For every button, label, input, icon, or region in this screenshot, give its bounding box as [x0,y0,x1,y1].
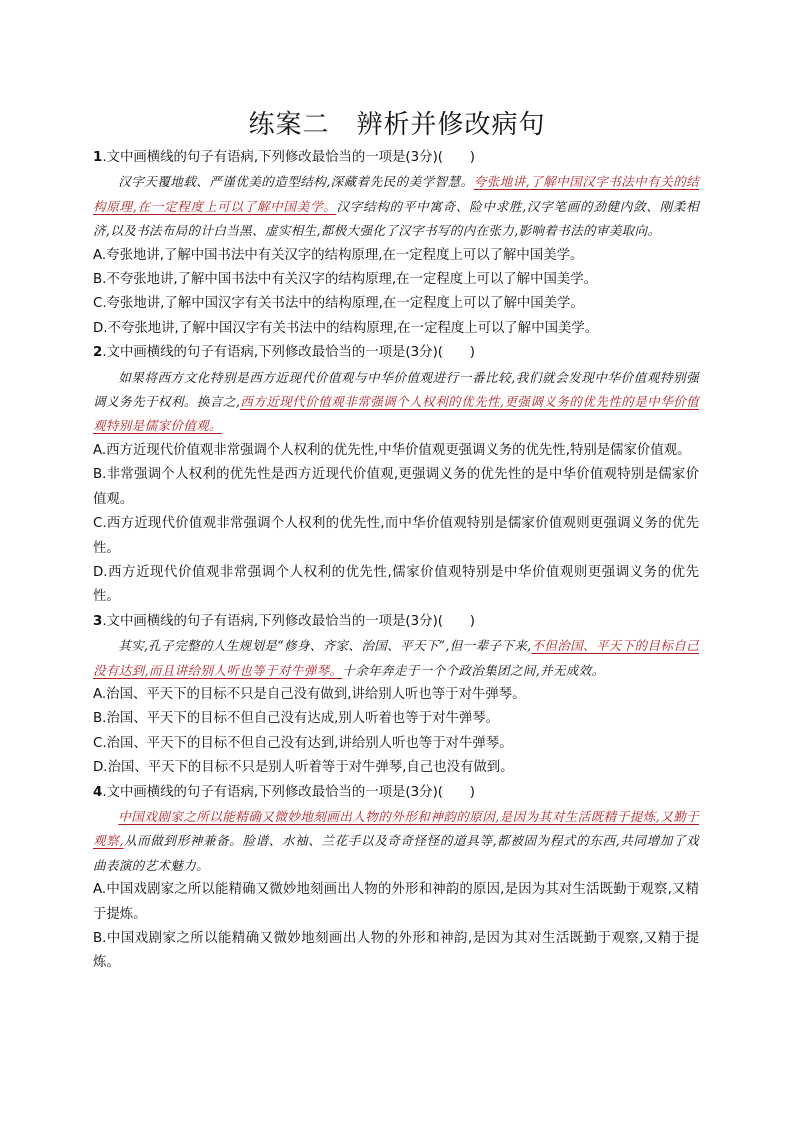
underlined-sentence: 不但治国、平天下的目标自己没有达到,而且讲给别人听也等于对牛弹琴。 [93,638,700,678]
question-4 [93,781,699,976]
option-b[interactable]: B.不夸张地讲,了解中国书法中有关汉字的结构原理,在一定程度上可以了解中国美学。 [93,272,598,288]
option-a[interactable]: A.中国戏剧家之所以能精确又微妙地刻画出人物的外形和神韵的原因,是因为其对生活既勤于观察,又精于提炼。 [93,882,699,922]
question-text: .文中画横线的句子有语病,下列修改最恰当的一项是(3分)( ) [102,150,476,165]
option-c[interactable]: C.治国、平天下的目标不但自己没有达到,讲给别人听也等于对牛弹琴。 [93,735,513,751]
question-number: 1 [93,150,103,165]
question-stem [93,781,699,805]
option-a[interactable]: A.西方近现代价值观非常强调个人权利的优先性,中华价值观更强调义务的优先性,特别是儒家价值观。 [93,442,691,458]
option-b[interactable]: B.非常强调个人权利的优先性是西方近现代价值观,更强调义务的优先性的是中华价值观特别是儒家价值观。 [93,467,699,507]
option-d[interactable]: D.治国、平天下的目标不只是别人听着等于对牛弹琴,自己也没有做到。 [93,760,514,776]
option-a[interactable]: A.治国、平天下的目标不只是自己没有做到,讲给别人听也等于对牛弹琴。 [93,686,526,702]
option-d[interactable]: D.西方近现代价值观非常强调个人权利的优先性,儒家价值观特别是中华价值观则更强调义务的优先性。 [93,564,699,605]
question-1 [93,146,699,341]
passage-text: 汉字结构的平中寓奇、险中求胜,汉字笔画的劲健内敛、刚柔相济,以及书法布局的计白当黑、虚实相生,都极大强化了汉字书写的内在张力,影响着书法的审美取向。 [93,198,699,239]
passage-text: 从而做到形神兼备。脸谱、水袖、兰花手以及奇奇怪怪的道具等,都被固为程式的东西,共同增加了戏曲表演的艺术魅力。 [93,833,699,873]
underlined-sentence: 夸张地讲,了解中国汉字书法中有关的结构原理,在一定程度上可以了解中国美学。 [93,174,699,214]
underlined-sentence: 西方近现代价值观非常强调个人权利的优先性,更强调义务的优先性的是中华价值观特别是儒家价值观。 [93,394,699,434]
question-2 [93,341,699,609]
question-stem [93,146,699,170]
question-number: 4 [93,784,103,800]
question-stem [93,610,699,634]
option-b[interactable]: B.中国戏剧家之所以能精确又微妙地刻画出人物的外形和神韵,是因为其对生活既勤于观察,又精于提炼。 [93,931,699,971]
question-text: .文中画横线的句子有语病,下列修改最恰当的一项是(3分)( ) [102,613,476,629]
question-number: 3 [93,613,103,629]
underlined-sentence: 中国戏剧家之所以能精确又微妙地刻画出人物的外形和神韵的原因,是因为其对生活既精于提炼,又勤于观察, [93,808,699,849]
option-c[interactable]: C.夸张地讲,了解中国汉字有关书法中的结构原理,在一定程度上可以了解中国美学。 [93,296,584,312]
question-list [93,146,699,976]
page-title: 练案二 辨析并修改病句 [248,110,546,140]
question-number: 2 [93,345,103,361]
question-passage [93,366,699,439]
question-stem [93,341,699,365]
question-text: .文中画横线的句子有语病,下列修改最恰当的一项是(3分)( ) [102,784,476,800]
passage-text: 十余年奔走于一个个政治集团之间,并无成效。 [342,662,605,678]
passage-text: 汉字天覆地载、严谨优美的造型结构,深藏着先民的美学智慧。 [118,174,474,190]
question-passage [93,805,699,878]
question-text: .文中画横线的句子有语病,下列修改最恰当的一项是(3分)( ) [102,345,476,361]
passage-text: 如果将西方文化特别是西方近现代价值观与中华价值观进行一番比较,我们就会发现中华价值观特别强调义务先于权利。换言之, [93,369,699,410]
option-d[interactable]: D.不夸张地讲,了解中国汉字有关书法中的结构原理,在一定程度上可以了解中国美学。 [93,320,599,336]
question-passage [93,634,699,683]
question-passage [93,170,699,243]
option-c[interactable]: C.西方近现代价值观非常强调个人权利的优先性,而中华价值观特别是儒家价值观则更强调义务的优先性。 [93,516,699,556]
question-3 [93,610,699,781]
option-a[interactable]: A.夸张地讲,了解中国书法中有关汉字的结构原理,在一定程度上可以了解中国美学。 [93,247,584,263]
passage-text: 其实,孔子完整的人生规划是“修身、齐家、治国、平天下”,但一辈子下来, [118,638,532,654]
option-b[interactable]: B.治国、平天下的目标不但自己没有达成,别人听着也等于对牛弹琴。 [93,711,500,727]
